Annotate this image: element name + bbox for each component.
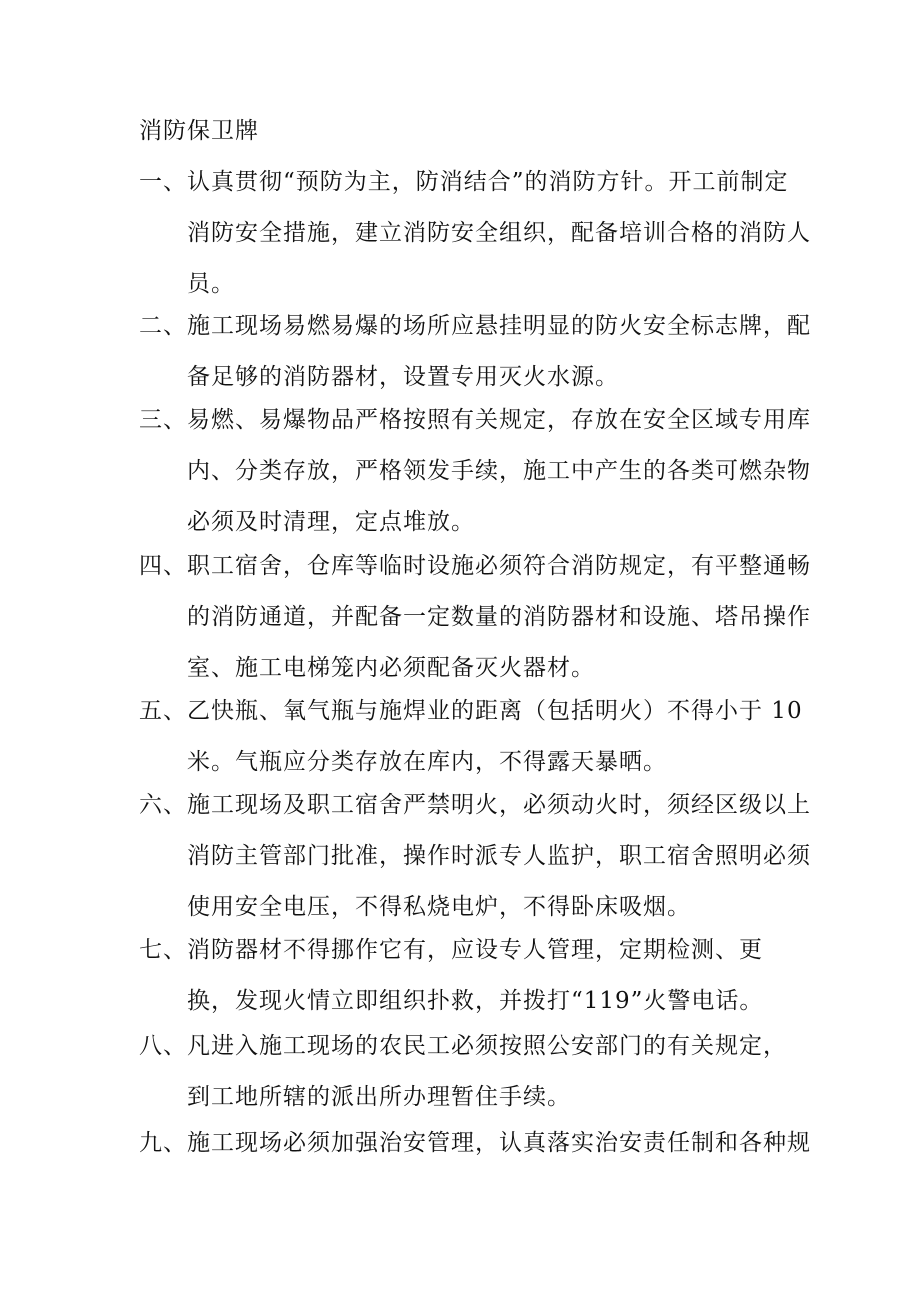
regulation-item-5 <box>139 686 803 788</box>
item-6-line-1: 六、施工现场及职工宿舍严禁明火，必须动火时，须经区级以上 <box>139 792 811 818</box>
item-2-line-2: 备足够的消防器材，设置专用灭火水源。 <box>187 364 619 390</box>
item-8-line-2: 到工地所辖的派出所办理暂住手续。 <box>187 1084 571 1110</box>
item-3-line-1: 三、易燃、易爆物品严格按照有关规定，存放在安全区域专用库 <box>139 407 811 433</box>
regulation-item-1 <box>139 157 811 310</box>
item-9-line-1: 九、施工现场必须加强治安管理，认真落实治安责任制和各种规 <box>139 1130 811 1156</box>
item-6-line-3: 使用安全电压，不得私烧电炉，不得卧床吸烟。 <box>187 894 691 920</box>
item-6-line-2: 消防主管部门批准，操作时派专人监护，职工宿舍照明必须 <box>187 843 811 869</box>
item-3-line-2: 内、分类存放，严格领发手续，施工中产生的各类可燃杂物 <box>187 458 811 484</box>
item-2-line-1: 二、施工现场易燃易爆的场所应悬挂明显的防火安全标志牌，配 <box>139 313 811 339</box>
item-7-line-2: 换，发现火情立即组织扑救，并拨打“119”火警电话。 <box>187 988 764 1014</box>
document-title: 消防保卫牌 <box>139 118 259 144</box>
regulation-item-9 <box>139 1118 811 1169</box>
item-5-line-1: 五、乙快瓶、氧气瓶与施焊业的距离（包括明火）不得小于 10 <box>139 698 803 724</box>
item-1-line-2: 消防安全措施，建立消防安全组织，配备培训合格的消防人 <box>187 220 811 246</box>
item-4-line-2: 的消防通道，并配备一定数量的消防器材和设施、塔吊操作 <box>187 604 811 630</box>
regulation-item-3 <box>139 395 811 548</box>
regulation-item-7 <box>139 925 789 1027</box>
item-4-line-1: 四、职工宿舍，仓库等临时设施必须符合消防规定，有平整通畅 <box>139 553 811 579</box>
item-3-line-3: 必须及时清理，定点堆放。 <box>187 509 475 535</box>
item-1-line-3: 员。 <box>187 271 235 297</box>
item-8-line-1: 八、凡进入施工现场的农民工必须按照公安部门的有关规定， <box>139 1033 787 1059</box>
item-1-line-1: 一、认真贯彻“预防为主，防消结合”的消防方针。开工前制定 <box>139 169 789 195</box>
item-7-line-1: 七、消防器材不得挪作它有，应设专人管理，定期检测、更 <box>139 937 763 963</box>
item-5-line-2: 米。气瓶应分类存放在库内，不得露天暴晒。 <box>187 749 667 775</box>
regulation-item-4 <box>139 541 811 694</box>
regulation-item-6 <box>139 780 811 933</box>
regulation-item-2 <box>139 301 811 403</box>
regulation-item-8 <box>139 1021 789 1123</box>
item-4-line-3: 室、施工电梯笼内必须配备灭火器材。 <box>187 655 595 681</box>
